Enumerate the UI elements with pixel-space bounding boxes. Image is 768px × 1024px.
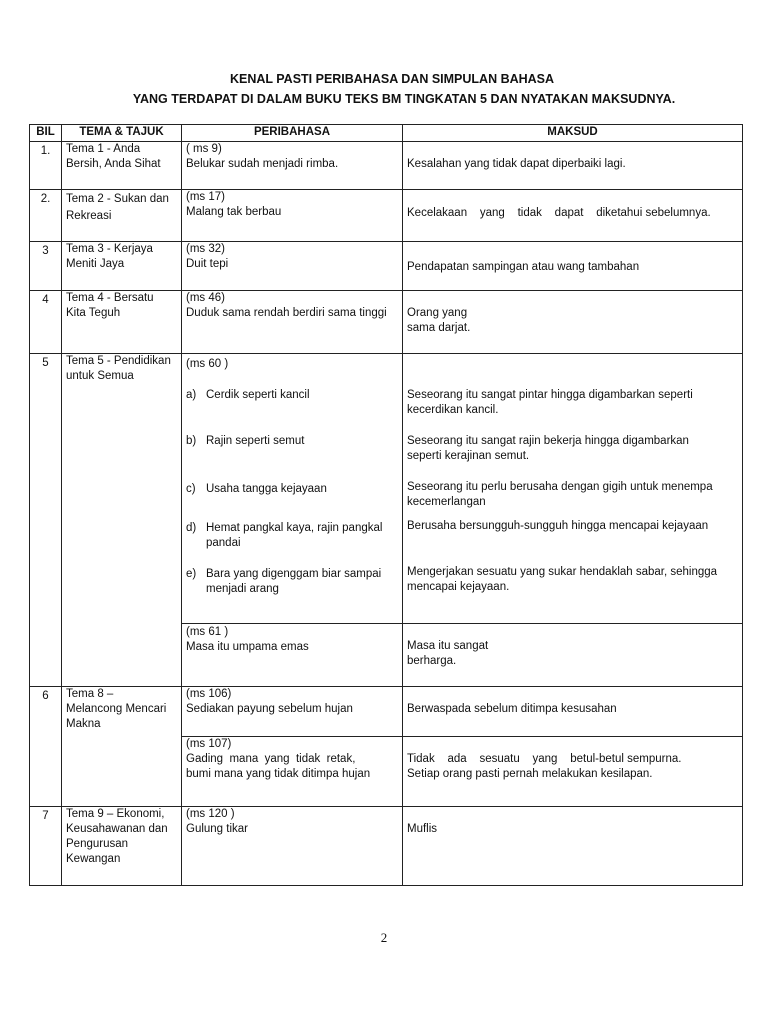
page-ref: (ms 107) xyxy=(186,738,232,750)
tema-text: Rekreasi xyxy=(66,210,112,222)
peribahasa-text-group xyxy=(206,521,382,551)
peribahasa-cell xyxy=(182,142,403,190)
document-title-line-1: KENAL PASTI PERIBAHASA DAN SIMPULAN BAHASA xyxy=(229,72,555,86)
tema-text: Tema 5 - Pendidikan xyxy=(66,355,171,367)
bil-cell: 6 xyxy=(30,687,62,807)
tema-text: Tema 9 – Ekonomi, xyxy=(66,808,165,820)
tema-text: Tema 1 - Anda xyxy=(66,143,141,155)
maksud-text: Pendapatan sampingan atau wang tambahan xyxy=(407,261,640,273)
maksud-item xyxy=(407,519,738,534)
peribahasa-table xyxy=(29,124,743,886)
maksud-text: Masa itu sangat xyxy=(407,640,489,652)
peribahasa-text: pandai xyxy=(206,537,241,549)
item-label: b) xyxy=(186,435,197,447)
header-tema: TEMA & TAJUK xyxy=(62,125,182,142)
table-row xyxy=(30,142,743,190)
maksud-text: mencapai kejayaan. xyxy=(407,581,510,593)
peribahasa-cell xyxy=(182,624,403,687)
list-item xyxy=(186,521,398,551)
header-maksud: MAKSUD xyxy=(403,125,743,142)
header-bil: BIL xyxy=(30,125,62,142)
bil-cell: 7 xyxy=(30,807,62,886)
tema-text: untuk Semua xyxy=(66,370,134,382)
peribahasa-cell xyxy=(182,242,403,291)
tema-text: Tema 8 – xyxy=(66,688,114,700)
peribahasa-text: Belukar sudah menjadi rimba. xyxy=(186,158,339,170)
bil-cell: 4 xyxy=(30,291,62,354)
bil-cell: 5 xyxy=(30,354,62,687)
tema-cell xyxy=(62,242,182,291)
page-number: 2 xyxy=(380,930,388,945)
peribahasa-cell xyxy=(182,190,403,242)
maksud-text: Tidak ada sesuatu yang betul-betul sempurna. xyxy=(407,753,682,765)
tema-text: Makna xyxy=(66,718,101,730)
maksud-item xyxy=(407,388,738,418)
peribahasa-text: Gading mana yang tidak retak, xyxy=(186,753,356,765)
page-ref: (ms 61 ) xyxy=(186,626,229,638)
tema-cell xyxy=(62,687,182,807)
table-row xyxy=(30,354,743,624)
page-ref: (ms 17) xyxy=(186,191,225,203)
peribahasa-text: Cerdik seperti kancil xyxy=(206,389,310,401)
maksud-text: berharga. xyxy=(407,655,457,667)
maksud-text: Mengerjakan sesuatu yang sukar hendaklah sabar, sehingga xyxy=(407,566,718,578)
tema-text: Pengurusan xyxy=(66,838,129,850)
maksud-text: Berwaspada sebelum ditimpa kesusahan xyxy=(407,703,617,715)
peribahasa-text: Usaha tangga kejayaan xyxy=(206,483,327,495)
peribahasa-cell xyxy=(182,687,403,737)
table-row xyxy=(30,190,743,242)
maksud-text: Seseorang itu perlu berusaha dengan gigih untuk menempa xyxy=(407,481,713,493)
tema-cell xyxy=(62,291,182,354)
maksud-cell xyxy=(403,242,743,291)
maksud-item xyxy=(407,480,738,510)
maksud-text: kecemerlangan xyxy=(407,496,486,508)
item-label: d) xyxy=(186,522,197,534)
peribahasa-text: bumi mana yang tidak ditimpa hujan xyxy=(186,768,371,780)
tema-cell xyxy=(62,142,182,190)
maksud-cell xyxy=(403,737,743,807)
list-item xyxy=(186,567,398,597)
tema-cell xyxy=(62,807,182,886)
table-row xyxy=(30,687,743,737)
tema-text: Tema 2 - Sukan dan xyxy=(66,193,169,205)
item-label: e) xyxy=(186,568,197,580)
header-peribahasa: PERIBAHASA xyxy=(182,125,403,142)
table-row xyxy=(30,807,743,886)
peribahasa-cell xyxy=(182,737,403,807)
peribahasa-text: menjadi arang xyxy=(206,583,279,595)
table-header-row xyxy=(30,125,743,142)
maksud-text: Seseorang itu sangat pintar hingga digambarkan seperti xyxy=(407,389,693,401)
tema-text: Kewangan xyxy=(66,853,121,865)
bil-cell: 2. xyxy=(30,190,62,242)
maksud-text: Kesalahan yang tidak dapat diperbaiki lagi. xyxy=(407,158,626,170)
page-ref: (ms 120 ) xyxy=(186,808,235,820)
maksud-text: kecerdikan kancil. xyxy=(407,404,499,416)
tema-text: Bersih, Anda Sihat xyxy=(66,158,161,170)
maksud-text: Muflis xyxy=(407,823,438,835)
maksud-cell xyxy=(403,354,743,624)
table-row xyxy=(30,291,743,354)
tema-text: Keusahawanan dan xyxy=(66,823,168,835)
maksud-cell xyxy=(403,142,743,190)
list-item xyxy=(186,388,398,403)
page-ref: (ms 106) xyxy=(186,688,232,700)
maksud-text: Setiap orang pasti pernah melakukan kesilapan. xyxy=(407,768,653,780)
list-item xyxy=(186,434,398,449)
peribahasa-text: Hemat pangkal kaya, rajin pangkal xyxy=(206,522,383,534)
maksud-text: Berusaha bersungguh-sungguh hingga mencapai kejayaan xyxy=(407,520,709,532)
bil-cell: 3 xyxy=(30,242,62,291)
page-ref: (ms 32) xyxy=(186,243,225,255)
maksud-cell xyxy=(403,291,743,354)
peribahasa-text: Gulung tikar xyxy=(186,823,249,835)
maksud-text: Kecelakaan yang tidak dapat diketahui sebelumnya. xyxy=(407,207,711,219)
peribahasa-cell xyxy=(182,354,403,624)
peribahasa-text-group xyxy=(206,567,381,597)
peribahasa-text: Duduk sama rendah berdiri sama tinggi xyxy=(186,307,387,319)
maksud-text: Orang yang xyxy=(407,307,468,319)
tema-cell xyxy=(62,190,182,242)
page-ref: ( ms 9) xyxy=(186,143,222,155)
peribahasa-text: Rajin seperti semut xyxy=(206,435,305,447)
peribahasa-text: Malang tak berbau xyxy=(186,206,282,218)
tema-text: Melancong Mencari xyxy=(66,703,167,715)
maksud-text: Seseorang itu sangat rajin bekerja hingga digambarkan xyxy=(407,435,689,447)
maksud-cell xyxy=(403,624,743,687)
maksud-cell xyxy=(403,687,743,737)
peribahasa-text: Bara yang digenggam biar sampai xyxy=(206,568,382,580)
document-title-line-2: YANG TERDAPAT DI DALAM BUKU TEKS BM TINGKATAN 5 DAN NYATAKAN MAKSUDNYA. xyxy=(132,92,676,106)
tema-text: Tema 4 - Bersatu xyxy=(66,292,154,304)
table-row xyxy=(30,242,743,291)
maksud-cell xyxy=(403,807,743,886)
peribahasa-text: Masa itu umpama emas xyxy=(186,641,309,653)
tema-text: Tema 3 - Kerjaya xyxy=(66,243,153,255)
page-ref: (ms 60 ) xyxy=(186,358,229,370)
peribahasa-cell xyxy=(182,807,403,886)
item-label: a) xyxy=(186,389,197,401)
peribahasa-text: Duit tepi xyxy=(186,258,229,270)
maksud-text: sama darjat. xyxy=(407,322,471,334)
tema-text: Meniti Jaya xyxy=(66,258,125,270)
list-item xyxy=(186,482,398,497)
bil-cell: 1. xyxy=(30,142,62,190)
tema-text: Kita Teguh xyxy=(66,307,121,319)
maksud-item xyxy=(407,434,738,464)
maksud-text: seperti kerajinan semut. xyxy=(407,450,530,462)
page-ref: (ms 46) xyxy=(186,292,225,304)
maksud-item xyxy=(407,565,738,595)
item-label: c) xyxy=(186,483,196,495)
maksud-cell xyxy=(403,190,743,242)
peribahasa-cell xyxy=(182,291,403,354)
tema-cell xyxy=(62,354,182,687)
peribahasa-text: Sediakan payung sebelum hujan xyxy=(186,703,353,715)
